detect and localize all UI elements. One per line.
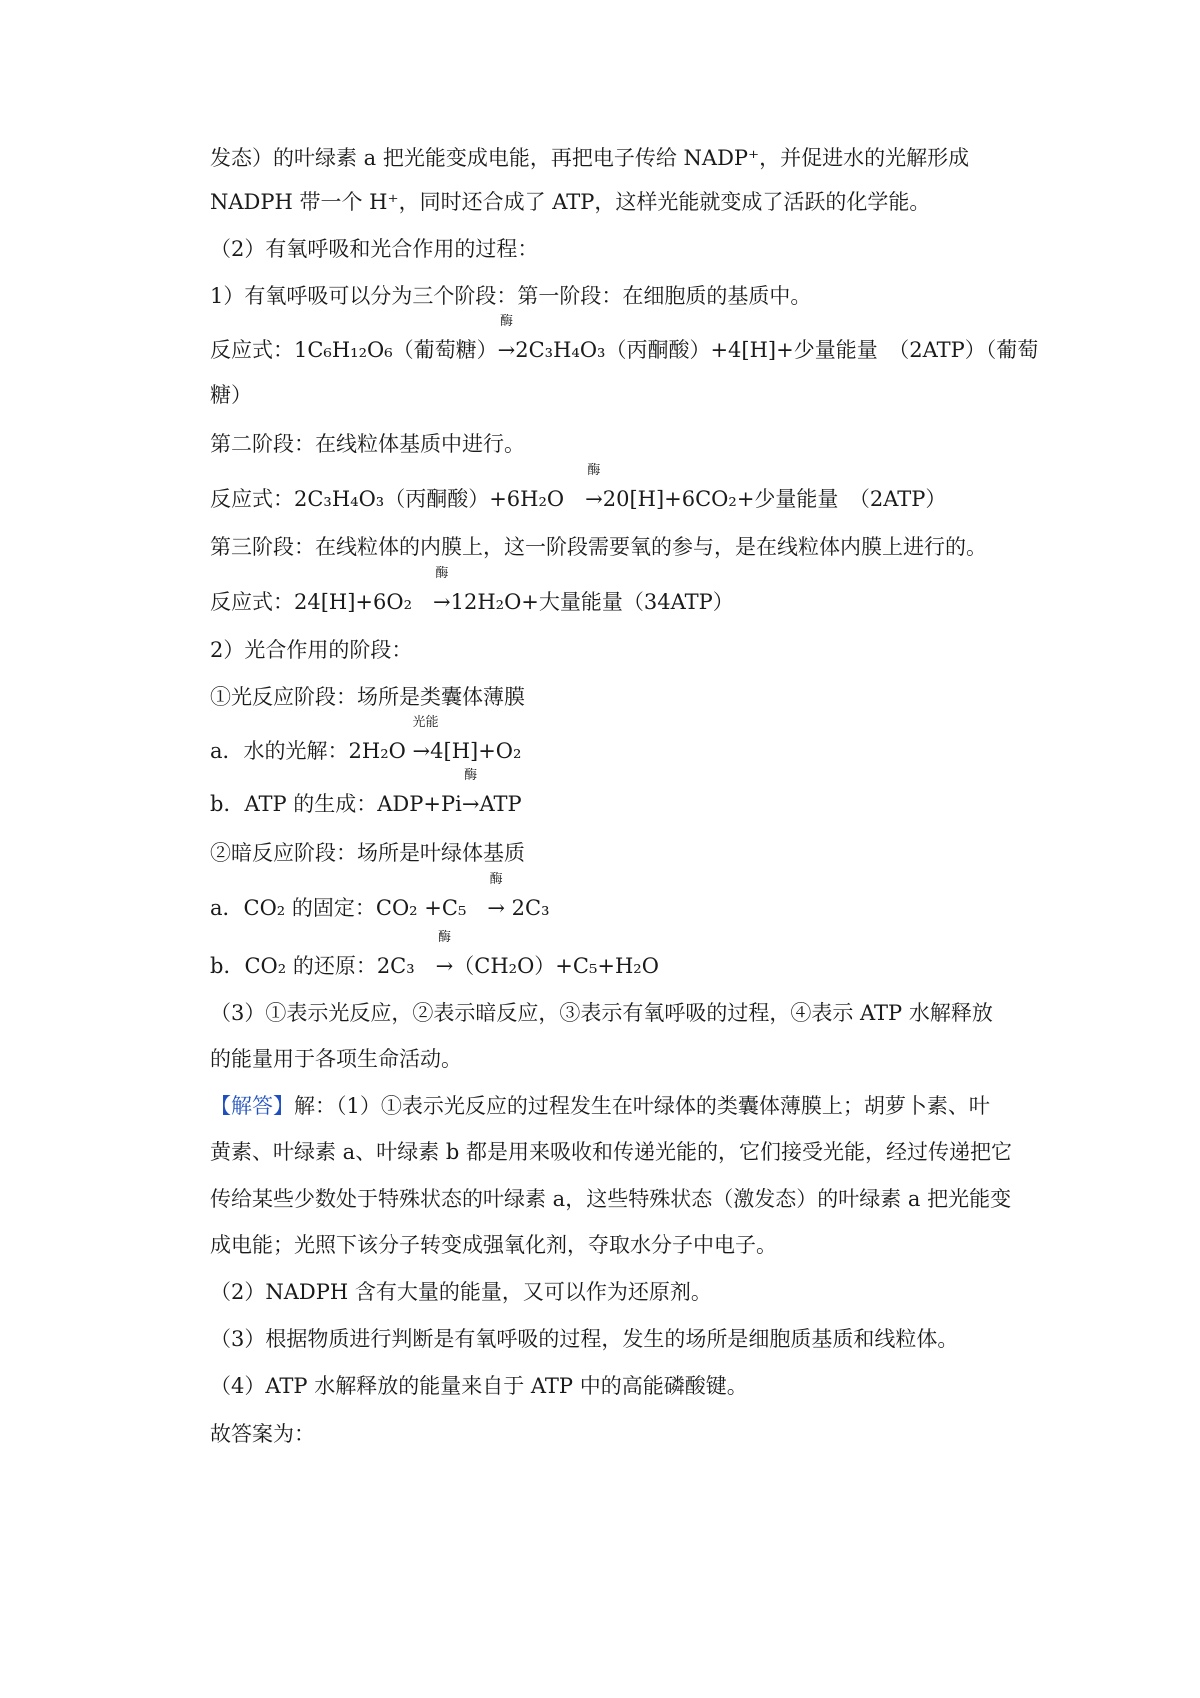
text-line: （4）ATP 水解释放的能量来自于 ATP 中的高能磷酸键。	[210, 1374, 748, 1398]
catalyst-label: 酶	[435, 566, 449, 581]
equation-left: 反应式：1C₆H₁₂O₆（葡萄糖）	[210, 338, 498, 362]
text-line: （2）NADPH 含有大量的能量，又可以作为还原剂。	[210, 1280, 712, 1304]
arrow-symbol: →	[435, 954, 454, 978]
text-line: 的能量用于各项生命活动。	[210, 1047, 462, 1071]
equation-left: a．水的光解：2H₂O	[210, 739, 406, 763]
equation-right: ATP	[479, 792, 522, 816]
text-line: ②暗反应阶段：场所是叶绿体基质	[210, 841, 525, 865]
arrow-symbol: →	[585, 487, 603, 511]
catalyst-label: 光能	[412, 715, 439, 730]
equation-line	[210, 872, 550, 921]
catalyst-label: 酶	[437, 930, 451, 945]
section-heading: 2）光合作用的阶段：	[210, 638, 413, 662]
reaction-arrow	[461, 768, 480, 817]
text-line: 第二阶段：在线粒体基质中进行。	[210, 432, 525, 456]
catalyst-label: 酶	[587, 463, 601, 478]
equation-left: 反应式：24[H]+6O₂	[210, 590, 413, 614]
arrow-symbol: →	[497, 338, 516, 362]
text-line: 第三阶段：在线粒体的内膜上，这一阶段需要氧的参与，是在线粒体内膜上进行的。	[210, 535, 987, 559]
equation-right: 2C₃	[511, 896, 550, 920]
catalyst-label: 酶	[489, 872, 503, 887]
arrow-symbol: →	[433, 590, 451, 614]
equation-right: 4[H]+O₂	[430, 739, 522, 763]
equation-line	[210, 566, 734, 615]
arrow-symbol: →	[487, 896, 505, 920]
equation-right: 20[H]+6CO₂+少量能量 （2ATP）	[602, 487, 947, 511]
reaction-arrow	[433, 566, 451, 615]
equation-line	[210, 463, 947, 512]
equation-left: 反应式：2C₃H₄O₃（丙酮酸）+6H₂O	[210, 487, 565, 511]
arrow-symbol: →	[461, 792, 480, 816]
equation-right: （CH₂O）+C₅+H₂O	[453, 954, 659, 978]
equation-line	[210, 768, 522, 817]
equation-right: 12H₂O+大量能量（34ATP）	[450, 590, 734, 614]
reaction-arrow	[435, 930, 454, 979]
reaction-arrow	[497, 314, 516, 363]
equation-left: b．ATP 的生成：ADP+Pi	[210, 792, 462, 816]
answer-line	[210, 1093, 990, 1119]
equation-line	[210, 314, 1039, 363]
catalyst-label: 酶	[464, 768, 478, 783]
text-line: 1）有氧呼吸可以分为三个阶段：第一阶段：在细胞质的基质中。	[210, 284, 812, 308]
equation-left: b．CO₂ 的还原：2C₃	[210, 954, 415, 978]
text-line: 传给某些少数处于特殊状态的叶绿素 a，这些特殊状态（激发态）的叶绿素 a 把光能变	[210, 1187, 1012, 1211]
text-line: （3）根据物质进行判断是有氧呼吸的过程，发生的场所是细胞质基质和线粒体。	[210, 1327, 959, 1351]
answer-text: 解：（1）①表示光反应的过程发生在叶绿体的类囊体薄膜上；胡萝卜素、叶	[294, 1094, 990, 1118]
text-line: 发态）的叶绿素 a 把光能变成电能，再把电子传给 NADP⁺，并促进水的光解形成	[210, 146, 970, 170]
text-line: 黄素、叶绿素 a、叶绿素 b 都是用来吸收和传递光能的，它们接受光能，经过传递把它	[210, 1140, 1012, 1164]
equation-line	[210, 715, 522, 764]
reaction-arrow	[585, 463, 603, 512]
text-line: 成电能；光照下该分子转变成强氧化剂，夺取水分子中电子。	[210, 1233, 777, 1257]
text-line: ①光反应阶段：场所是类囊体薄膜	[210, 685, 525, 709]
text-line: 糖）	[210, 383, 252, 407]
text-line: （3）①表示光反应，②表示暗反应，③表示有氧呼吸的过程，④表示 ATP 水解释放	[210, 1001, 993, 1025]
text-line: 故答案为：	[210, 1422, 315, 1446]
section-heading: （2）有氧呼吸和光合作用的过程：	[210, 237, 539, 261]
equation-right: 2C₃H₄O₃（丙酮酸）+4[H]+少量能量 （2ATP）（葡萄	[515, 338, 1039, 362]
reaction-arrow	[487, 872, 505, 921]
arrow-symbol: →	[412, 739, 431, 763]
catalyst-label: 酶	[499, 314, 513, 329]
equation-left: a．CO₂ 的固定：CO₂ +C₅	[210, 896, 467, 920]
text-line: NADPH 带一个 H⁺，同时还合成了 ATP，这样光能就变成了活跃的化学能。	[210, 190, 931, 214]
reaction-arrow	[412, 715, 439, 764]
answer-tag: 【解答】	[210, 1094, 294, 1118]
equation-line	[210, 930, 659, 979]
